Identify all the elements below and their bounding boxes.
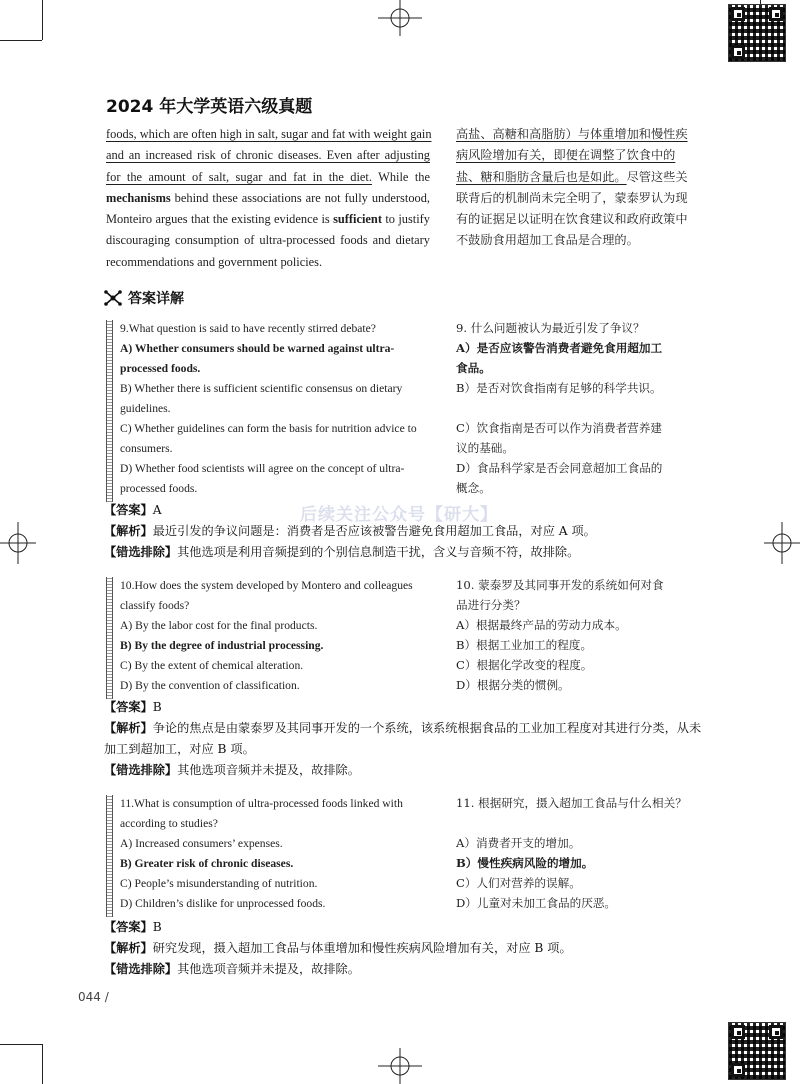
passage-line	[456, 209, 698, 230]
option-en: processed foods.	[120, 482, 198, 495]
passage-line	[456, 145, 698, 166]
question-stem-en: 10.How does the system developed by Montero and colleagues	[120, 579, 413, 592]
option-en: A) Whether consumers should be warned against ultra-	[120, 342, 395, 355]
passage-keyword: mechanisms	[106, 190, 171, 205]
passage-text: While the	[371, 169, 430, 184]
question-side-bar	[106, 577, 113, 699]
question-stem-zh: 9. 什么问题被认为最近引发了争议？	[456, 321, 645, 335]
option-zh: C）根据化学改变的程度。	[456, 658, 593, 672]
answer-line-text: A	[152, 503, 162, 517]
analysis-line-text: 研究发现，摄入超加工食品与体重增加和慢性疾病风险增加有关，对应 B 项。	[152, 941, 572, 955]
crop-mark	[0, 1044, 42, 1045]
analysis-line	[104, 718, 704, 760]
section-title: 答案详解	[128, 291, 184, 307]
passage-line	[106, 145, 430, 166]
passage-keyword: sufficient	[333, 212, 382, 227]
passage-line	[456, 230, 698, 251]
passage-text: foods, which are often high in salt, sugar and fat with weight gain	[106, 127, 432, 141]
question-stem-zh: 10. 蒙泰罗及其同事开发的系统如何对食	[456, 578, 664, 592]
passage-text: and an increased risk of chronic diseases. Even after adjusting	[106, 148, 430, 163]
option-zh: 概念。	[456, 481, 491, 495]
exclude-line-label: 【错选排除】	[104, 545, 178, 559]
page-number: 044 /	[78, 990, 109, 1004]
question-block	[106, 575, 700, 701]
question-side-bar	[106, 795, 113, 917]
molecule-icon	[104, 289, 122, 307]
passage-text: 有的证据足以证明在饮食建议和政府政策中	[456, 212, 688, 227]
option-zh: D）食品科学家是否会同意超加工食品的	[456, 461, 663, 475]
question-stem-zh: 11. 根据研究，摄入超加工食品与什么相关？	[456, 796, 687, 810]
option-en: D) Whether food scientists will agree on the concept of ultra-	[120, 462, 405, 475]
option-en: according to studies?	[120, 817, 218, 830]
page-title: 2024 年大学英语六级真题	[106, 97, 313, 117]
answer-line-text: B	[152, 920, 162, 934]
exclude-line	[104, 542, 704, 563]
analysis-line-label: 【解析】	[104, 941, 153, 955]
passage-line	[106, 209, 430, 230]
answer-line-label: 【答案】	[104, 700, 153, 714]
option-zh: D）根据分类的惯例。	[456, 678, 570, 692]
option-zh: B）是否对饮食指南有足够的科学共识。	[456, 381, 662, 395]
option-en: processed foods.	[120, 362, 201, 375]
exclude-line	[104, 959, 704, 980]
registration-mark	[370, 0, 430, 40]
passage-english	[106, 124, 430, 273]
question-stem-en: 9.What question is said to have recently stirred debate?	[120, 322, 376, 335]
passage-chinese	[456, 124, 698, 252]
option-en: consumers.	[120, 442, 173, 455]
exclude-line-label: 【错选排除】	[104, 962, 178, 976]
option-en: D) Children’s dislike for unprocessed foods.	[120, 897, 326, 910]
passage-text: for the amount of salt, sugar and fat in the diet.	[106, 169, 372, 184]
option-zh: C）人们对营养的误解。	[456, 876, 581, 890]
option-zh: A）是否应该警告消费者避免食用超加工	[456, 341, 663, 355]
qr-code-icon	[728, 1022, 786, 1080]
option-zh: 议的基础。	[456, 441, 514, 455]
exclude-line	[104, 760, 704, 781]
passage-text: 不鼓励食用超加工食品是合理的。	[456, 233, 639, 248]
option-zh: B）慢性疾病风险的增加。	[456, 856, 594, 870]
passage-text: discouraging consumption of ultra-processed foods and dietary	[106, 233, 430, 248]
option-en: A) By the labor cost for the final products.	[120, 619, 318, 632]
option-en: guidelines.	[120, 402, 171, 415]
registration-mark	[760, 518, 800, 568]
option-zh: C）饮食指南是否可以作为消费者营养建	[456, 421, 662, 435]
passage-text: recommendations and government policies.	[106, 254, 323, 269]
option-zh: A）根据最终产品的劳动力成本。	[456, 618, 627, 632]
answer-line-label: 【答案】	[104, 503, 153, 517]
answer-line	[104, 697, 704, 718]
passage-line	[106, 252, 430, 273]
question-side-bar	[106, 320, 113, 502]
question-block	[106, 793, 700, 919]
option-en: B) Greater risk of chronic diseases.	[120, 857, 294, 870]
option-en: C) By the extent of chemical alteration.	[120, 659, 304, 672]
crop-mark	[0, 40, 42, 41]
qr-code-icon	[728, 4, 786, 62]
analysis-line-label: 【解析】	[104, 721, 153, 735]
option-en: D) By the convention of classification.	[120, 679, 300, 692]
section-header	[104, 288, 184, 308]
analysis-line-text: 争论的焦点是由蒙泰罗及其同事开发的一个系统，该系统根据食品的工业加工程度对其进行分类，从未加工到超加工，对应 B 项。	[104, 721, 702, 756]
watermark: 后续关注公众号【研大】	[300, 505, 498, 525]
option-zh: 食品。	[456, 361, 491, 375]
crop-mark	[42, 1044, 43, 1084]
answer-section	[104, 697, 704, 781]
option-en: C) Whether guidelines can form the basis for nutrition advice to	[120, 422, 417, 435]
analysis-line	[104, 938, 704, 959]
passage-line	[456, 167, 698, 188]
question-stem-en: 11.What is consumption of ultra-processed foods linked with	[120, 797, 403, 810]
passage-text: 盐、糖和脂肪含量后也是如此。	[456, 169, 627, 184]
answer-line	[104, 917, 704, 938]
exclude-line-label: 【错选排除】	[104, 763, 178, 777]
option-en: C) People’s misunderstanding of nutrition.	[120, 877, 318, 890]
passage-line	[106, 167, 430, 188]
analysis-line-label: 【解析】	[104, 524, 153, 538]
answer-section	[104, 917, 704, 980]
passage-text: 联背后的机制尚未完全明了，蒙泰罗认为现	[456, 190, 688, 205]
passage-line	[106, 230, 430, 251]
option-zh: D）儿童对未加工食品的厌恶。	[456, 896, 617, 910]
passage-text: behind these associations are not fully understood,	[170, 190, 430, 205]
answer-line-label: 【答案】	[104, 920, 153, 934]
option-zh: 品进行分类？	[456, 598, 526, 612]
passage-text: 病风险增加有关，即便在调整了饮食中的	[456, 148, 676, 163]
passage-text: 高盐、高糖和高脂肪）与体重增加和慢性疾	[456, 127, 688, 141]
option-en: classify foods?	[120, 599, 190, 612]
passage-text: 尽管这些关	[626, 169, 688, 184]
answer-line-text: B	[152, 700, 162, 714]
option-en: A) Increased consumers’ expenses.	[120, 837, 283, 850]
passage-line	[456, 124, 698, 145]
exclude-line-text: 其他选项是利用音频提到的个别信息制造干扰，含义与音频不符，故排除。	[177, 545, 580, 559]
passage-text: Monteiro argues that the existing evidence is	[106, 212, 334, 227]
registration-mark	[370, 1044, 430, 1084]
option-zh: A）消费者开支的增加。	[456, 836, 581, 850]
question-block	[106, 318, 700, 504]
registration-mark	[0, 518, 40, 568]
option-zh: B）根据工业加工的程度。	[456, 638, 593, 652]
exclude-line-text: 其他选项音频并未提及，故排除。	[177, 962, 360, 976]
option-en: B) Whether there is sufficient scientific consensus on dietary	[120, 382, 403, 395]
passage-text: to justify	[381, 212, 431, 227]
crop-mark	[42, 0, 43, 40]
option-en: B) By the degree of industrial processing.	[120, 639, 324, 652]
passage-line	[106, 188, 430, 209]
analysis-line-text: 最近引发的争议问题是：消费者是否应该被警告避免食用超加工食品，对应 A 项。	[152, 524, 596, 538]
passage-line	[456, 188, 698, 209]
exclude-line-text: 其他选项音频并未提及，故排除。	[177, 763, 360, 777]
passage-line	[106, 124, 430, 145]
